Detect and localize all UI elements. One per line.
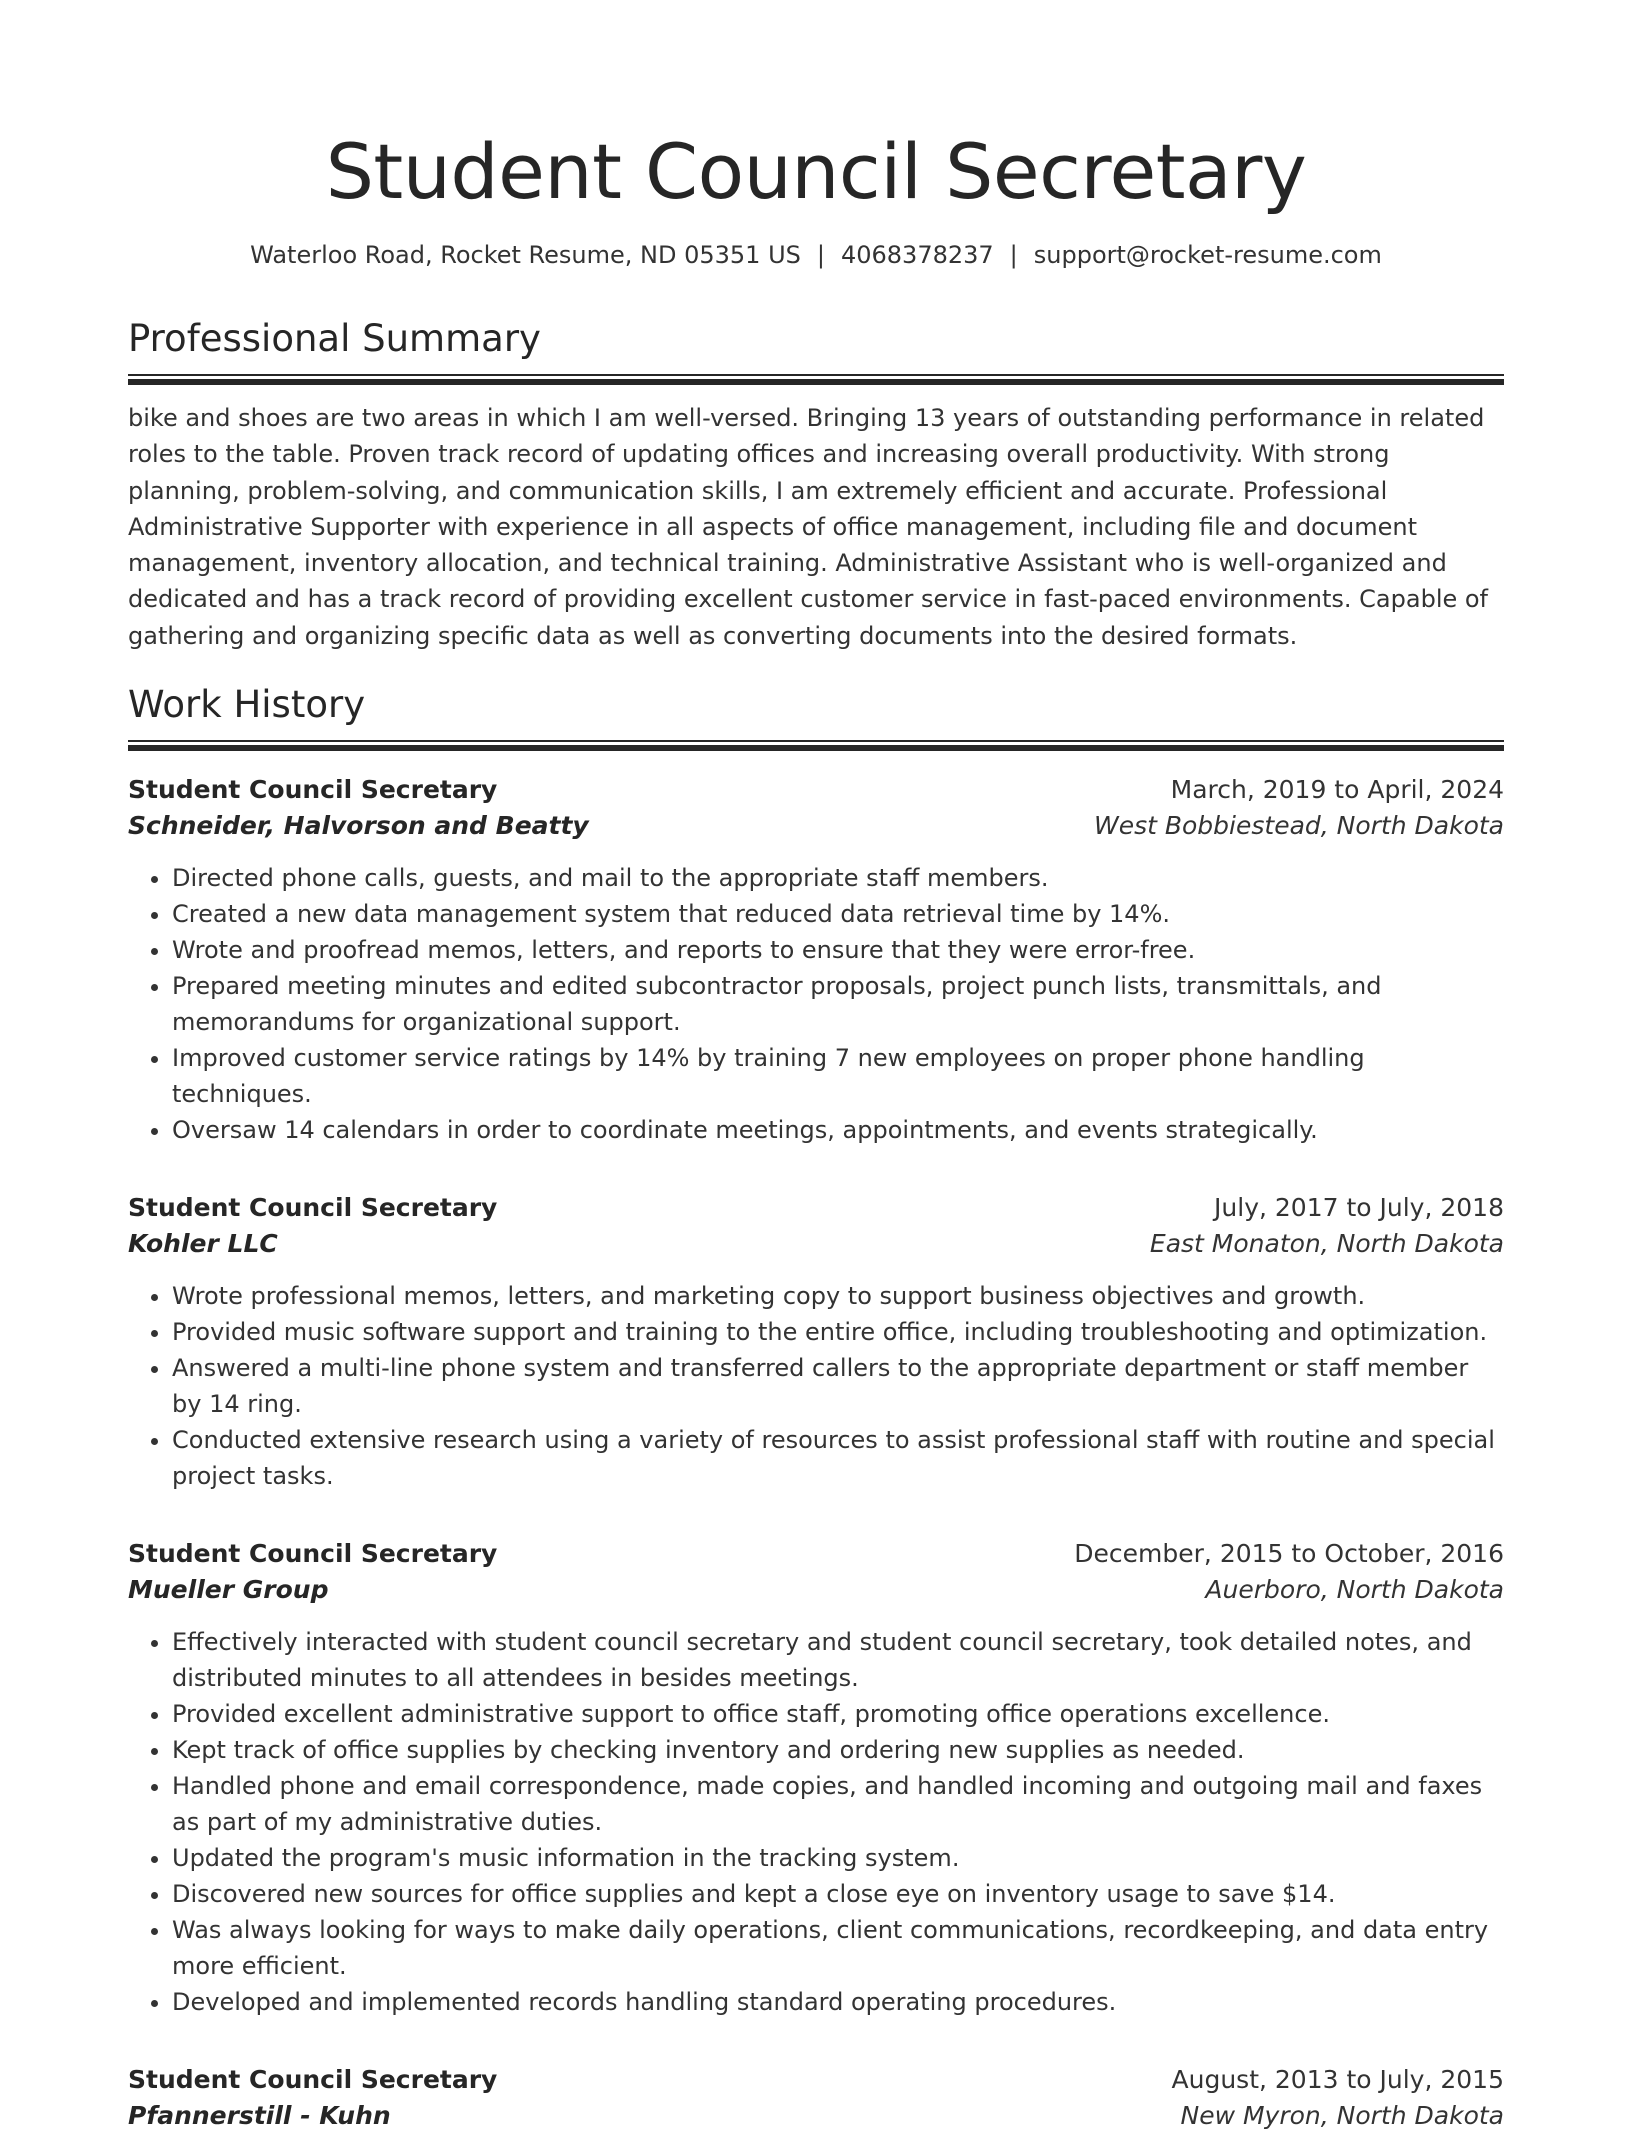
section-heading: Work History bbox=[128, 683, 366, 727]
job-bullet: • Wrote professional memos, letters, and marketing copy to support business objectives and growth. bbox=[172, 1278, 1504, 1314]
job-location: East Monaton, North Dakota bbox=[1149, 1229, 1504, 1259]
contact-separator: | bbox=[1009, 241, 1018, 269]
job-bullet: • Created a new data management system that reduced data retrieval time by 14%. bbox=[172, 896, 1504, 932]
contact-line bbox=[128, 238, 1504, 272]
section-divider bbox=[128, 740, 1504, 752]
job-company: Mueller Group bbox=[128, 1575, 329, 1605]
job-bullet-list bbox=[128, 860, 1504, 1148]
professional-summary-section bbox=[128, 316, 1504, 654]
job-bullet: • Provided excellent administrative support to office staff, promoting office operations excellence. bbox=[172, 1696, 1504, 1732]
job-bullet: • Oversaw 14 calendars in order to coordinate meetings, appointments, and events strategically. bbox=[172, 1112, 1504, 1148]
job-bullet: • Provided music software support and training to the entire office, including troubleshooting and optimization. bbox=[172, 1314, 1504, 1350]
job-title: Student Council Secretary bbox=[128, 1539, 498, 1569]
job-title: Student Council Secretary bbox=[128, 1193, 498, 1223]
job-dates: March, 2019 to April, 2024 bbox=[1170, 775, 1504, 805]
job-bullet-list bbox=[128, 1278, 1504, 1494]
contact-separator: | bbox=[816, 241, 825, 269]
job-bullet: • Conducted extensive research using a variety of resources to assist professional staff with routine and special project tasks. bbox=[172, 1422, 1504, 1494]
job-company: Schneider, Halvorson and Beatty bbox=[128, 811, 589, 841]
job-bullet: • Updated the program's music information in the tracking system. bbox=[172, 1840, 1504, 1876]
job-bullet: • Discovered new sources for office supplies and kept a close eye on inventory usage to save $14. bbox=[172, 1876, 1504, 1912]
job-bullet: • Handled phone and email correspondence, made copies, and handled incoming and outgoing mail and faxes as part of my administrative duties. bbox=[172, 1768, 1504, 1840]
job-entry bbox=[128, 2062, 1504, 2134]
job-dates: December, 2015 to October, 2016 bbox=[1074, 1539, 1504, 1569]
job-title: Student Council Secretary bbox=[128, 775, 498, 805]
job-bullet: • Was always looking for ways to make daily operations, client communications, recordkeeping, and data entry more efficient. bbox=[172, 1912, 1504, 1984]
job-company: Kohler LLC bbox=[128, 1229, 278, 1259]
job-dates: July, 2017 to July, 2018 bbox=[1214, 1193, 1504, 1223]
job-location: New Myron, North Dakota bbox=[1180, 2101, 1504, 2131]
job-bullet: • Wrote and proofread memos, letters, and reports to ensure that they were error-free. bbox=[172, 932, 1504, 968]
job-entry bbox=[128, 1536, 1504, 2020]
job-entry bbox=[128, 1190, 1504, 1494]
job-dates: August, 2013 to July, 2015 bbox=[1171, 2065, 1504, 2095]
job-bullet: • Developed and implemented records handling standard operating procedures. bbox=[172, 1984, 1504, 2020]
job-header-row bbox=[128, 1190, 1504, 1226]
job-bullet: • Directed phone calls, guests, and mail to the appropriate staff members. bbox=[172, 860, 1504, 896]
job-company-row bbox=[128, 1226, 1504, 1262]
job-bullet: • Prepared meeting minutes and edited subcontractor proposals, project punch lists, transmittals, and memorandums for organizational support. bbox=[172, 968, 1504, 1040]
job-company: Pfannerstill - Kuhn bbox=[128, 2101, 391, 2131]
job-location: Auerboro, North Dakota bbox=[1205, 1575, 1504, 1605]
job-company-row bbox=[128, 1572, 1504, 1608]
job-bullet: • Kept track of office supplies by checking inventory and ordering new supplies as needed. bbox=[172, 1732, 1504, 1768]
job-bullet: • Answered a multi-line phone system and transferred callers to the appropriate department or staff member by 14 ring. bbox=[172, 1350, 1504, 1422]
job-company-row bbox=[128, 808, 1504, 844]
contact-address: Waterloo Road, Rocket Resume, ND 05351 US bbox=[250, 241, 801, 269]
job-location: West Bobbiestead, North Dakota bbox=[1093, 811, 1504, 841]
resume-name: Student Council Secretary bbox=[325, 127, 1307, 216]
job-title: Student Council Secretary bbox=[128, 2065, 498, 2095]
job-list bbox=[128, 772, 1504, 2134]
job-entry bbox=[128, 772, 1504, 1148]
job-bullet-list bbox=[128, 1624, 1504, 2020]
section-divider bbox=[128, 374, 1504, 386]
section-heading: Professional Summary bbox=[128, 317, 541, 360]
job-header-row bbox=[128, 1536, 1504, 1572]
summary-text: bike and shoes are two areas in which I am well-versed. Bringing 13 years of outstanding performance in related roles to the table. Proven track record of updating offices and increasing overall productivity. With strong planning, problem-solving, and communication skills, I am extremely efficient and accurate. Professional Administrative Supporter with experience in all aspects of office management, including file and document management, inventory allocation, and technical training. Administrative Assistant who is well-organized and dedicated and has a track record of providing excellent customer service in fast-paced environments. Capable of gathering and organizing specific data as well as converting documents into the desired formats. bbox=[128, 404, 1489, 650]
job-company-row bbox=[128, 2098, 1504, 2134]
job-bullet: • Improved customer service ratings by 14% by training 7 new employees on proper phone handling techniques. bbox=[172, 1040, 1504, 1112]
resume-page bbox=[128, 0, 1504, 2134]
job-header-row bbox=[128, 2062, 1504, 2098]
contact-phone: 4068378237 bbox=[840, 241, 994, 269]
work-history-section bbox=[128, 682, 1504, 2134]
job-bullet: • Effectively interacted with student council secretary and student council secretary, took detailed notes, and distributed minutes to all attendees in besides meetings. bbox=[172, 1624, 1504, 1696]
job-header-row bbox=[128, 772, 1504, 808]
contact-email: support@rocket-resume.com bbox=[1033, 241, 1382, 269]
